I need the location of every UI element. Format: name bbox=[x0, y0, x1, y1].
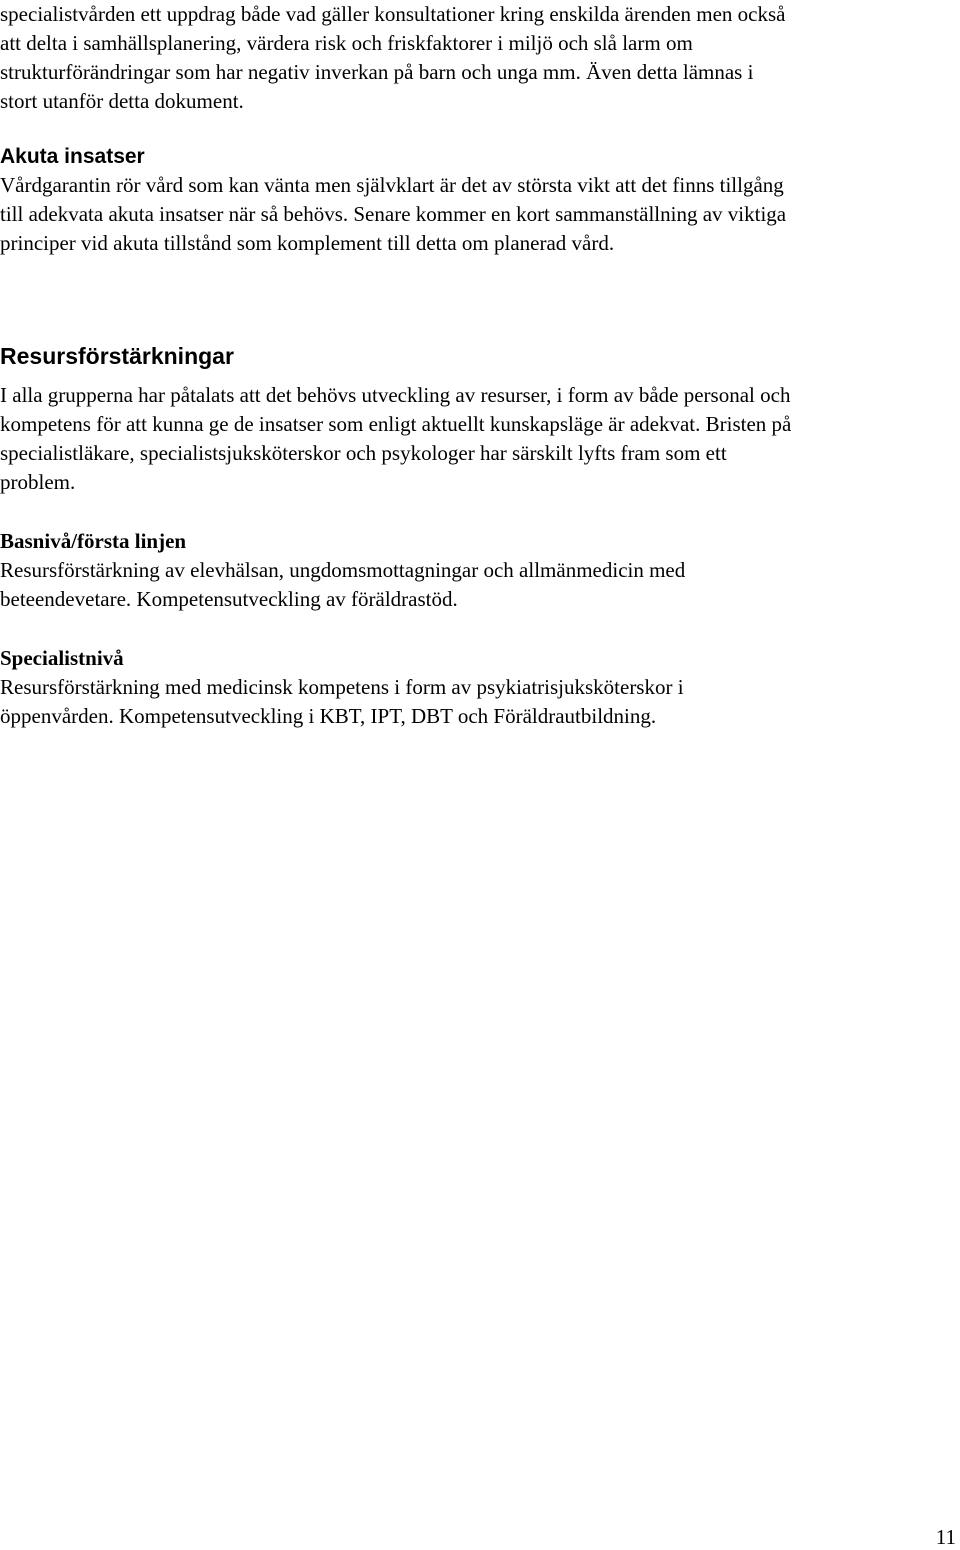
specialistniva-paragraph bbox=[0, 673, 960, 731]
resurs-line-4: problem. bbox=[0, 470, 76, 494]
basniva-line-2: beteendevetare. Kompetensutveckling av föräldrastöd. bbox=[0, 587, 458, 611]
intro-paragraph bbox=[0, 0, 960, 116]
specialist-line-1: Resursförstärkning med medicinsk kompetens i form av psykiatrisjuksköterskor i bbox=[0, 675, 684, 699]
basniva-line-1: Resursförstärkning av elevhälsan, ungdomsmottagningar och allmänmedicin med bbox=[0, 558, 686, 582]
page-number: 11 bbox=[935, 1525, 956, 1549]
akuta-insatser-paragraph bbox=[0, 171, 960, 258]
akuta-line-1: Vårdgarantin rör vård som kan vänta men självklart är det av största vikt att det finns tillgång bbox=[0, 173, 784, 197]
intro-line-2: att delta i samhällsplanering, värdera risk och friskfaktorer i miljö och slå larm om bbox=[0, 31, 693, 55]
intro-line-4: stort utanför detta dokument. bbox=[0, 89, 244, 113]
basniva-heading: Basnivå/första linjen bbox=[0, 529, 187, 553]
specialistniva-heading: Specialistnivå bbox=[0, 646, 124, 670]
resurs-line-3: specialistläkare, specialistsjuksköterskor och psykologer har särskilt lyfts fram som ett bbox=[0, 441, 727, 465]
intro-line-3: strukturförändringar som har negativ inverkan på barn och unga mm. Även detta lämnas i bbox=[0, 60, 754, 84]
resursforstarkningar-heading: Resursförstärkningar bbox=[0, 343, 234, 369]
basniva-paragraph bbox=[0, 556, 960, 614]
akuta-line-3: principer vid akuta tillstånd som komplement till detta om planerad vård. bbox=[0, 231, 615, 255]
resursforstarkningar-paragraph bbox=[0, 381, 960, 497]
resurs-line-1: I alla grupperna har påtalats att det behövs utveckling av resurser, i form av både personal och bbox=[0, 383, 791, 407]
specialist-line-2: öppenvården. Kompetensutveckling i KBT, IPT, DBT och Föräldrautbildning. bbox=[0, 704, 657, 728]
akuta-line-2: till adekvata akuta insatser när så behövs. Senare kommer en kort sammanställning av viktiga bbox=[0, 202, 787, 226]
akuta-insatser-heading: Akuta insatser bbox=[0, 145, 145, 168]
resurs-line-2: kompetens för att kunna ge de insatser som enligt aktuellt kunskapsläge är adekvat. Bristen på bbox=[0, 412, 792, 436]
intro-line-1: specialistvården ett uppdrag både vad gäller konsultationer kring enskilda ärenden men också bbox=[0, 2, 786, 26]
